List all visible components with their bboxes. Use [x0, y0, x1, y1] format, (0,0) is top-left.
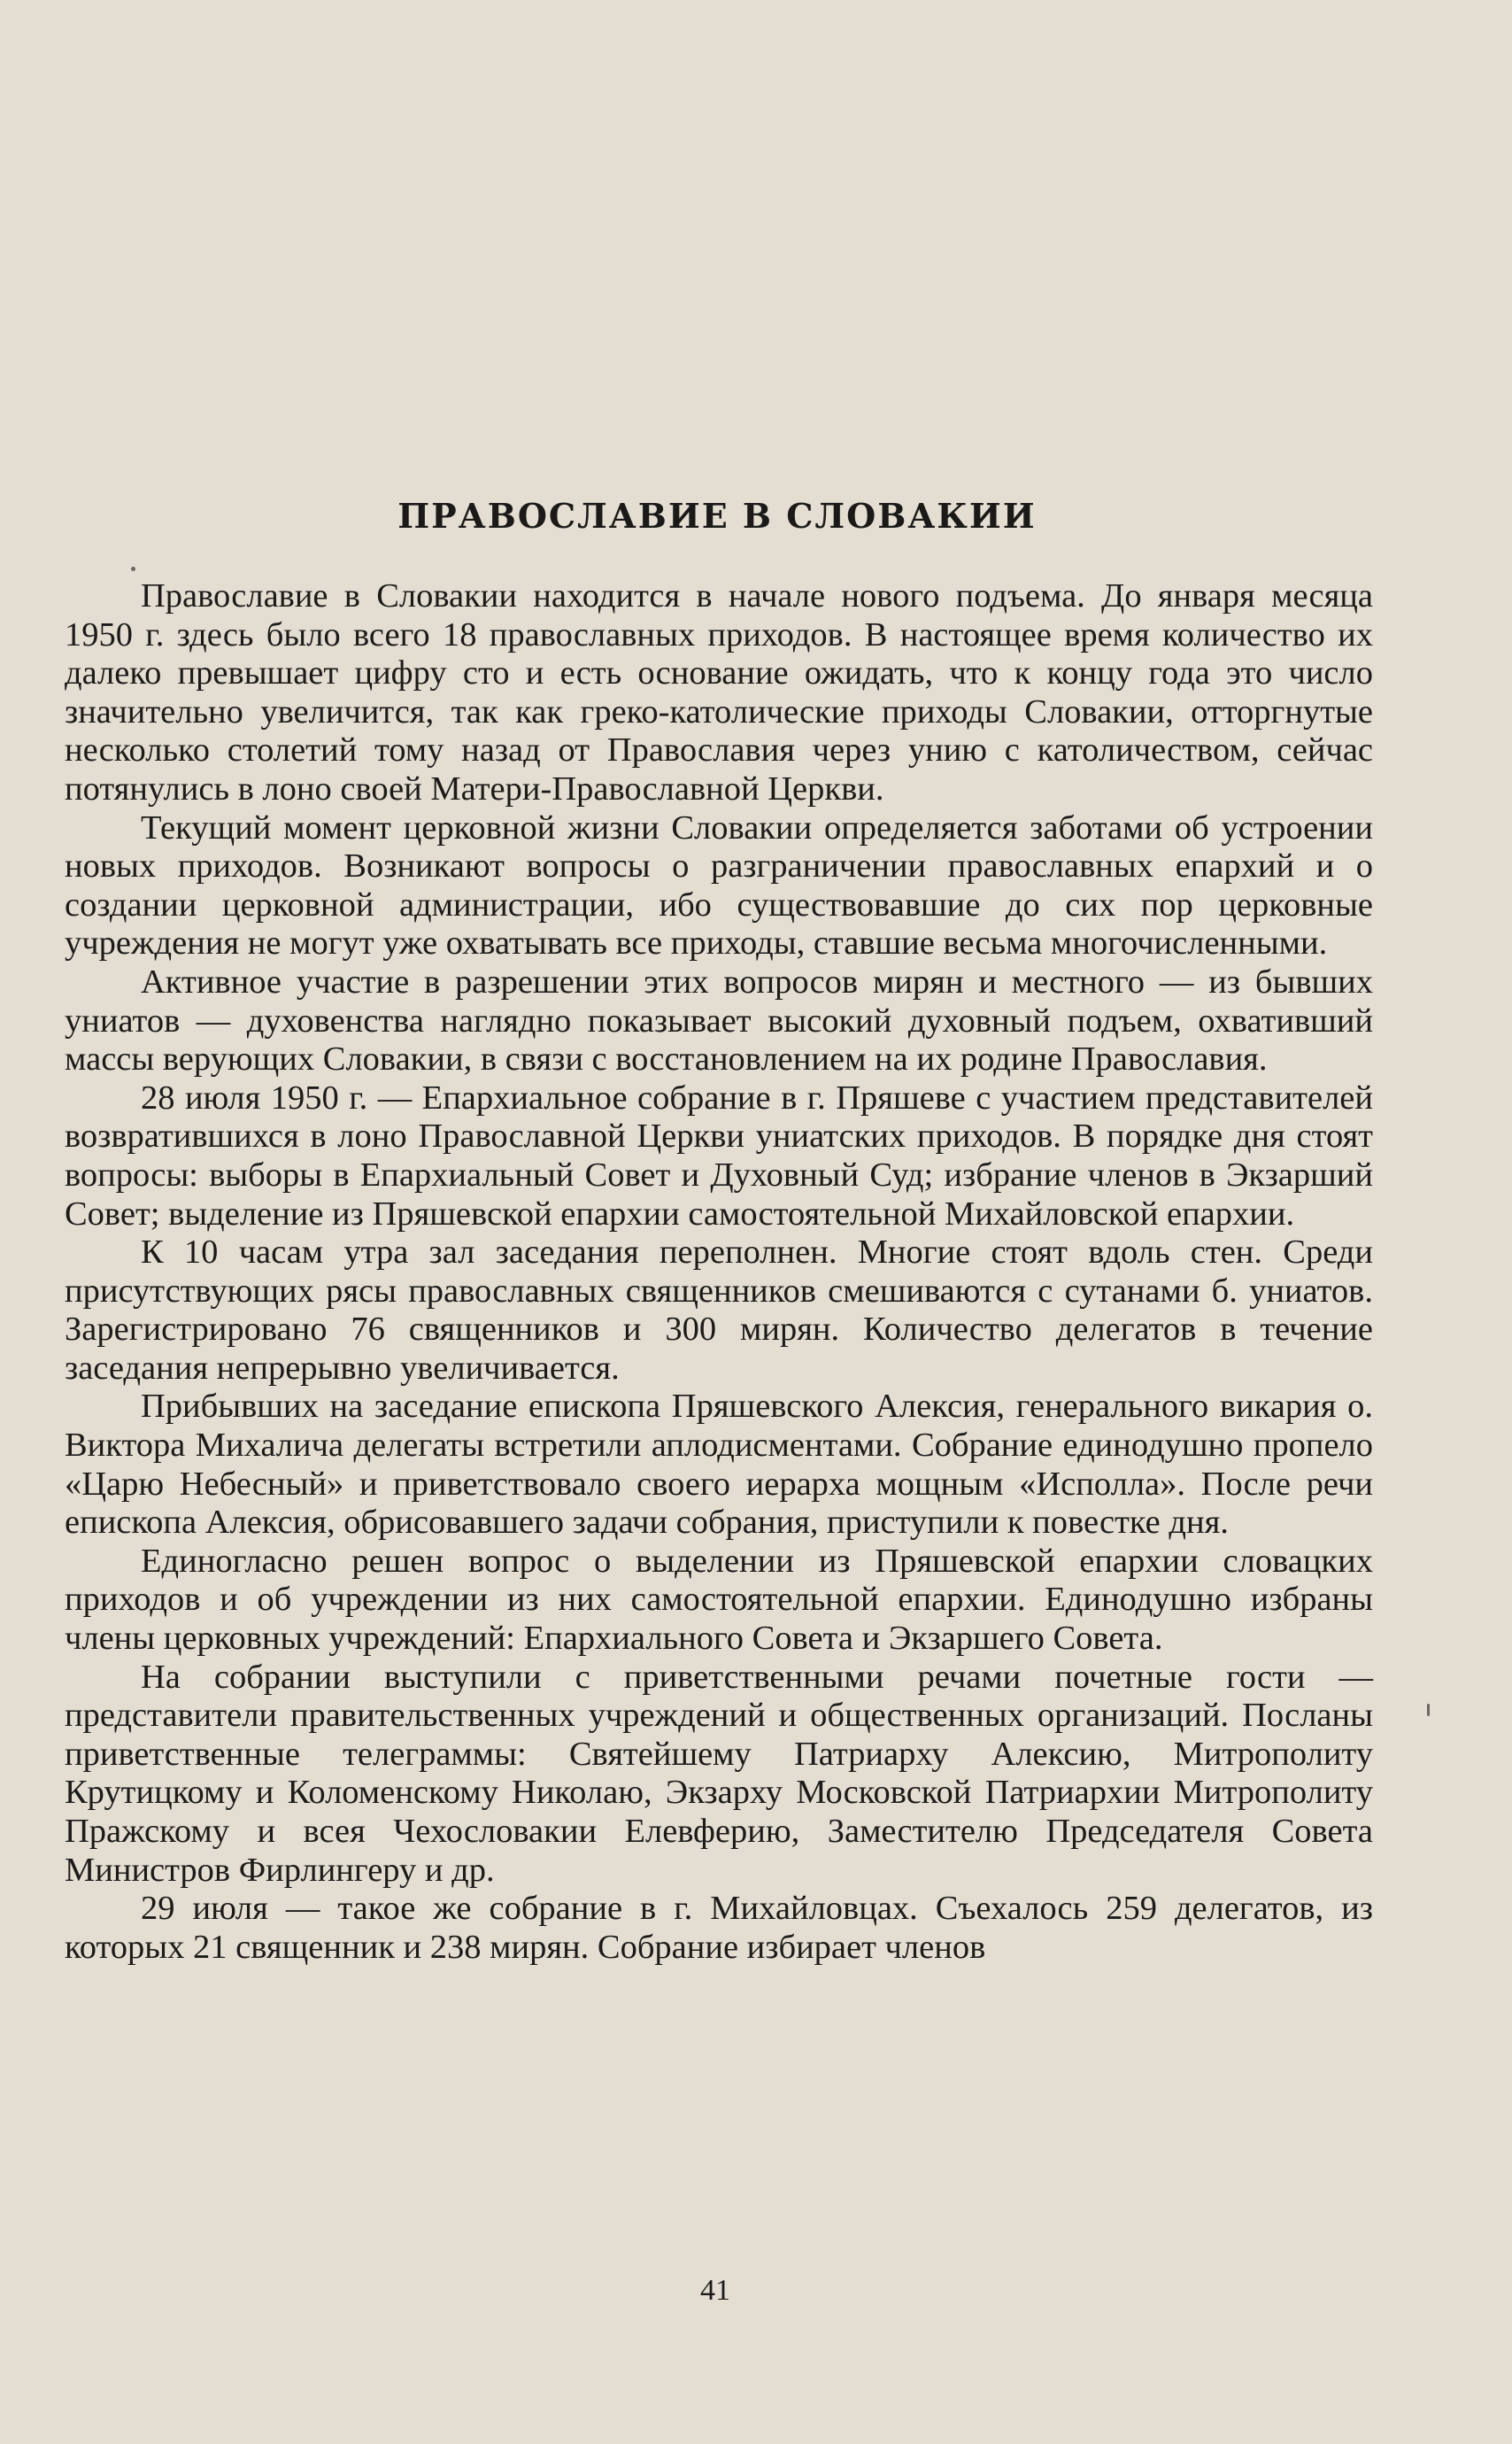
- article-body: [65, 577, 1373, 1967]
- paragraph: 29 июля — такое же собрание в г. Михайловцах. Съехалось 259 делегатов, из которых 21 священник и 238 мирян. Собрание избирает членов: [65, 1890, 1373, 1966]
- paragraph: На собрании выступили с приветственными речами почетные гости — представители правительственных учреждений и общественных организаций. Посланы приветственные телеграммы: Святейшему Патриарху Алексию, Митрополиту Крутицкому и Коломенскому Николаю, Экзарху Московской Патриархии Митрополиту Пражскому и всея Чехословакии Елевферию, Заместителю Председателя Совета Министров Фирлингеру и др.: [65, 1658, 1373, 1889]
- paragraph: 28 июля 1950 г. — Епархиальное собрание в г. Пряшеве с участием представителей возвратившихся в лоно Православной Церкви униатских приходов. В порядке дня стоят вопросы: выборы в Епархиальный Совет и Духовный Суд; избрание членов в Экзарший Совет; выделение из Пряшевской епархии самостоятельной Михайловской епархии.: [65, 1079, 1373, 1233]
- article-title: ПРАВОСЛАВИЕ В СЛОВАКИИ: [397, 496, 1037, 536]
- paper-speck: [1427, 1704, 1430, 1716]
- paragraph: Единогласно решен вопрос о выделении из Пряшевской епархии словацких приходов и об учреждении из них самостоятельной епархии. Единодушно избраны члены церковных учреждений: Епархиального Совета и Экзаршего Совета.: [65, 1542, 1373, 1658]
- paragraph: К 10 часам утра зал заседания переполнен. Многие стоят вдоль стен. Среди присутствующих рясы православных священников смешиваются с сутанами б. униатов. Зарегистрировано 76 священников и 300 мирян. Количество делегатов в течение заседания непрерывно увеличивается.: [65, 1234, 1373, 1387]
- paragraph: Православие в Словакии находится в начале нового подъема. До января месяца 1950 г. здесь было всего 18 православных приходов. В настоящее время количество их далеко превышает цифру сто и есть основание ожидать, что к концу года это число значительно увеличится, так как греко-католические приходы Словакии, отторгнутые несколько столетий тому назад от Православия через унию с католичеством, сейчас потянулись в лоно своей Матери-Православной Церкви.: [65, 577, 1373, 808]
- page-number: 41: [700, 2274, 730, 2307]
- paper-speck: [131, 567, 135, 571]
- paragraph: Прибывших на заседание епископа Пряшевского Алексия, генерального викария о. Виктора Михалича делегаты встретили аплодисментами. Собрание единодушно пропело «Царю Небесный» и приветствовало своего иерарха мощным «Исполла». После речи епископа Алексия, обрисовавшего задачи собрания, приступили к повестке дня.: [65, 1388, 1373, 1542]
- paragraph: Текущий момент церковной жизни Словакии определяется заботами об устроении новых приходов. Возникают вопросы о разграничении православных епархий и о создании церковной администрации, ибо существовавшие до сих пор церковные учреждения не могут уже охватывать все приходы, ставшие весьма многочисленными.: [65, 808, 1373, 963]
- paragraph: Активное участие в разрешении этих вопросов мирян и местного — из бывших униатов — духовенства наглядно показывает высокий духовный подъем, охвативший массы верующих Словакии, в связи с восстановлением на их родине Православия.: [65, 963, 1373, 1079]
